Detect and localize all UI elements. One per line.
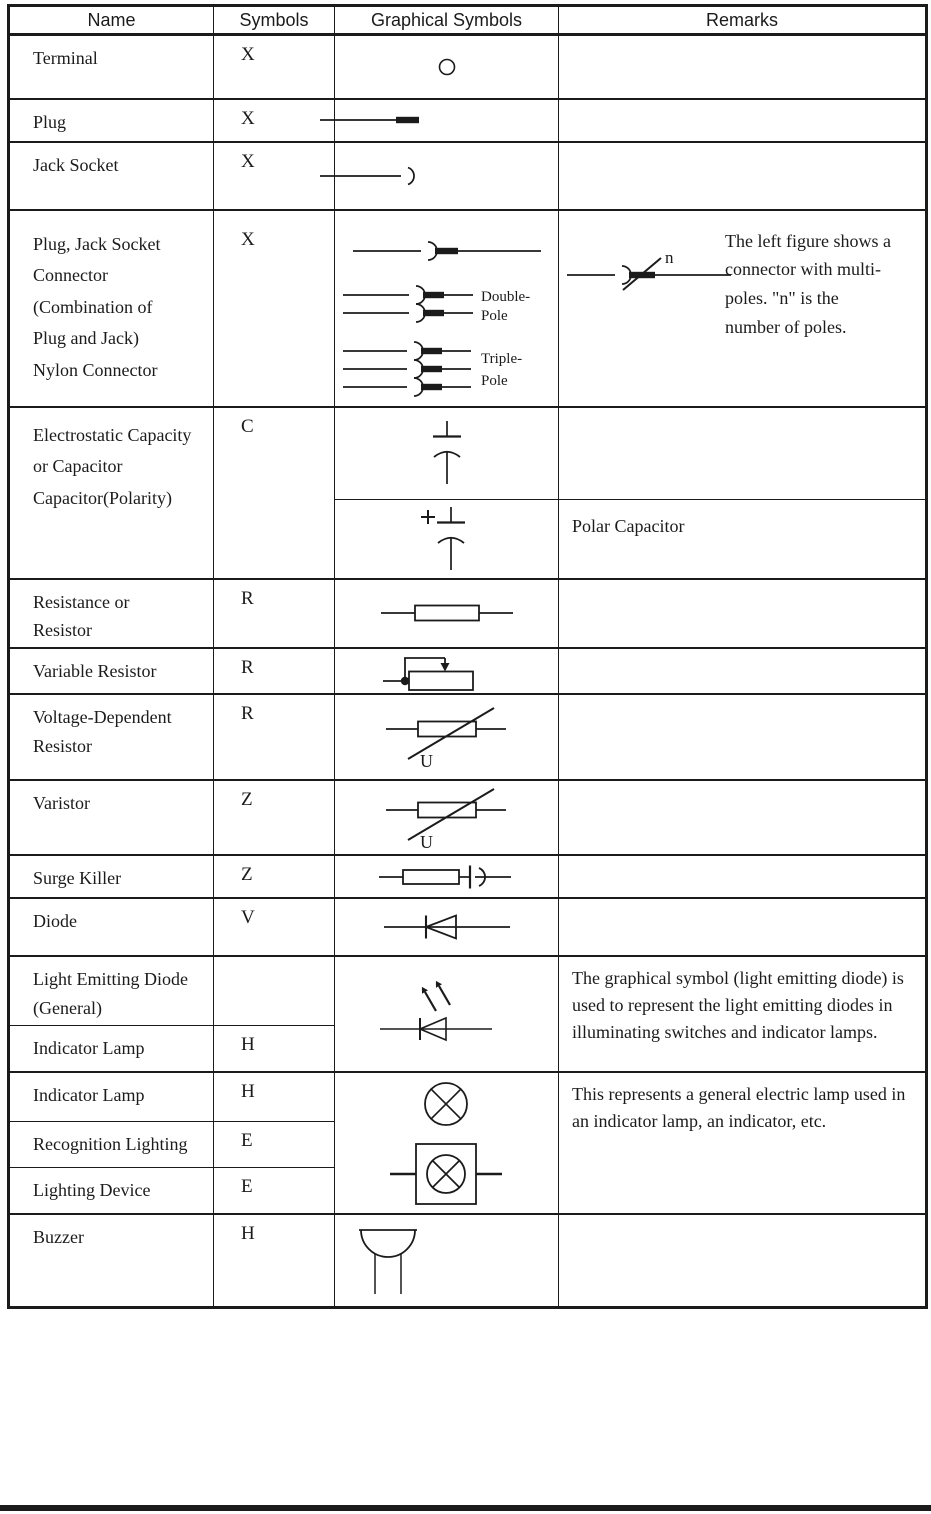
row-diode	[9, 898, 927, 956]
row-indicator-lamp	[9, 1072, 927, 1121]
name-cell: Lighting Device	[9, 1167, 214, 1214]
symbol-cell: R	[214, 648, 335, 694]
name-cell: Recognition Lighting	[9, 1121, 214, 1167]
symbol-cell: R	[214, 694, 335, 780]
graphic-cell	[335, 579, 559, 649]
lamp-icon	[335, 1073, 557, 1213]
pole-count-label: n	[665, 248, 674, 267]
voltage-label: U	[419, 831, 433, 850]
symbol-cell: Z	[214, 855, 335, 898]
col-header-graphical-symbols: Graphical Symbols	[335, 6, 559, 35]
connector-remark-text: The left figure shows a connector with multi- poles. "n" is the number of poles.	[725, 230, 891, 337]
row-buzzer	[9, 1214, 927, 1307]
row-voltage-dependent-resistor	[9, 694, 927, 780]
name-cell: Indicator Lamp	[9, 1025, 214, 1072]
header-row	[9, 6, 927, 35]
name-cell: Terminal	[9, 35, 214, 99]
symbol-cell: V	[214, 898, 335, 956]
symbol-cell: X	[214, 210, 335, 407]
row-connector	[9, 210, 927, 407]
remark-cell	[559, 694, 927, 780]
symbol-cell: H	[214, 1072, 335, 1121]
terminal-circle-icon	[436, 56, 458, 78]
symbol-cell: X	[214, 142, 335, 210]
remark-cell: This represents a general electric lamp used in an indicator lamp, an indicator, etc.	[559, 1072, 927, 1214]
varistor-icon	[382, 786, 512, 850]
remark-cell	[559, 855, 927, 898]
name-cell: Varistor	[9, 780, 214, 855]
graphic-cell	[335, 898, 559, 956]
graphic-cell	[335, 99, 559, 142]
graphical-symbols-table	[7, 4, 928, 1309]
col-header-symbols: Symbols	[214, 6, 335, 35]
row-light-emitting-diode	[9, 956, 927, 1025]
remark-cell	[559, 407, 927, 500]
row-capacitor	[9, 407, 927, 500]
row-surge-killer	[9, 855, 927, 898]
symbol-cell: Z	[214, 780, 335, 855]
name-cell: Diode	[9, 898, 214, 956]
name-cell: Jack Socket	[9, 142, 214, 210]
symbol-cell: E	[214, 1167, 335, 1214]
voltage-label: U	[419, 751, 433, 770]
graphic-cell	[335, 35, 559, 99]
remark-cell	[559, 99, 927, 142]
col-header-name: Name	[9, 6, 214, 35]
remark-cell	[559, 210, 927, 407]
name-cell: Variable Resistor	[9, 648, 214, 694]
graphic-cell	[335, 407, 559, 500]
symbol-cell: C	[214, 407, 335, 579]
voltage-dependent-resistor-icon	[382, 705, 512, 769]
polar-capacitor-icon	[411, 506, 483, 572]
graphic-cell	[335, 956, 559, 1072]
graphic-cell	[335, 780, 559, 855]
diode-icon	[382, 911, 512, 943]
row-jack-socket	[9, 142, 927, 210]
symbol-cell: H	[214, 1025, 335, 1072]
remark-cell	[559, 142, 927, 210]
name-cell: Surge Killer	[9, 855, 214, 898]
graphic-cell	[335, 1214, 559, 1307]
symbol-cell: H	[214, 1214, 335, 1307]
light-emitting-diode-icon	[372, 977, 522, 1051]
name-cell: Indicator Lamp	[9, 1072, 214, 1121]
remark-cell	[559, 898, 927, 956]
graphic-cell	[335, 648, 559, 694]
graphic-cell	[335, 500, 559, 579]
name-cell: Buzzer	[9, 1214, 214, 1307]
symbol-cell: X	[214, 35, 335, 99]
graphic-cell	[335, 694, 559, 780]
name-cell: Plug	[9, 99, 214, 142]
plug-jack-connector-icon	[335, 211, 557, 406]
resistor-icon	[377, 602, 517, 624]
remark-cell	[559, 648, 927, 694]
name-cell: Plug, Jack Socket Connector (Combination of Plug and Jack) Nylon Connector	[9, 210, 214, 407]
name-cell: Voltage-Dependent Resistor	[9, 694, 214, 780]
symbol-cell: R	[214, 579, 335, 649]
graphic-cell	[335, 1072, 559, 1214]
remark-cell	[559, 579, 927, 649]
capacitor-icon	[417, 420, 477, 486]
double-pole-label: Double-	[481, 288, 531, 305]
row-variable-resistor	[9, 648, 927, 694]
name-cell: Resistance or Resistor	[9, 579, 214, 649]
remark-cell: The graphical symbol (light emitting diode) is used to represent the light emitting diodes in illuminating switches and indicator lamps.	[559, 956, 927, 1072]
row-terminal	[9, 35, 927, 99]
col-header-remarks: Remarks	[559, 6, 927, 35]
jack-socket-arc-icon	[319, 163, 431, 189]
double-pole-label: Pole	[481, 307, 508, 324]
remark-cell: Polar Capacitor	[559, 500, 927, 579]
page-footer-rule	[0, 1505, 931, 1511]
variable-resistor-icon	[381, 650, 513, 693]
symbol-cell: X	[214, 99, 335, 142]
symbol-cell: E	[214, 1121, 335, 1167]
plug-bar-icon	[319, 113, 431, 127]
surge-killer-icon	[377, 862, 517, 892]
triple-pole-label: Pole	[481, 372, 508, 389]
row-resistor	[9, 579, 927, 649]
symbol-cell	[214, 956, 335, 1025]
remark-cell	[559, 1214, 927, 1307]
row-varistor	[9, 780, 927, 855]
multi-pole-connector-figure-icon	[565, 249, 735, 297]
remark-cell	[559, 35, 927, 99]
buzzer-icon	[356, 1224, 422, 1296]
graphic-cell	[335, 855, 559, 898]
name-cell: Electrostatic Capacity or Capacitor Capacitor(Polarity)	[9, 407, 214, 579]
row-plug	[9, 99, 927, 142]
graphic-cell	[335, 210, 559, 407]
graphic-cell	[335, 142, 559, 210]
remark-cell	[559, 780, 927, 855]
triple-pole-label: Triple-	[481, 350, 523, 367]
name-cell: Light Emitting Diode (General)	[9, 956, 214, 1025]
